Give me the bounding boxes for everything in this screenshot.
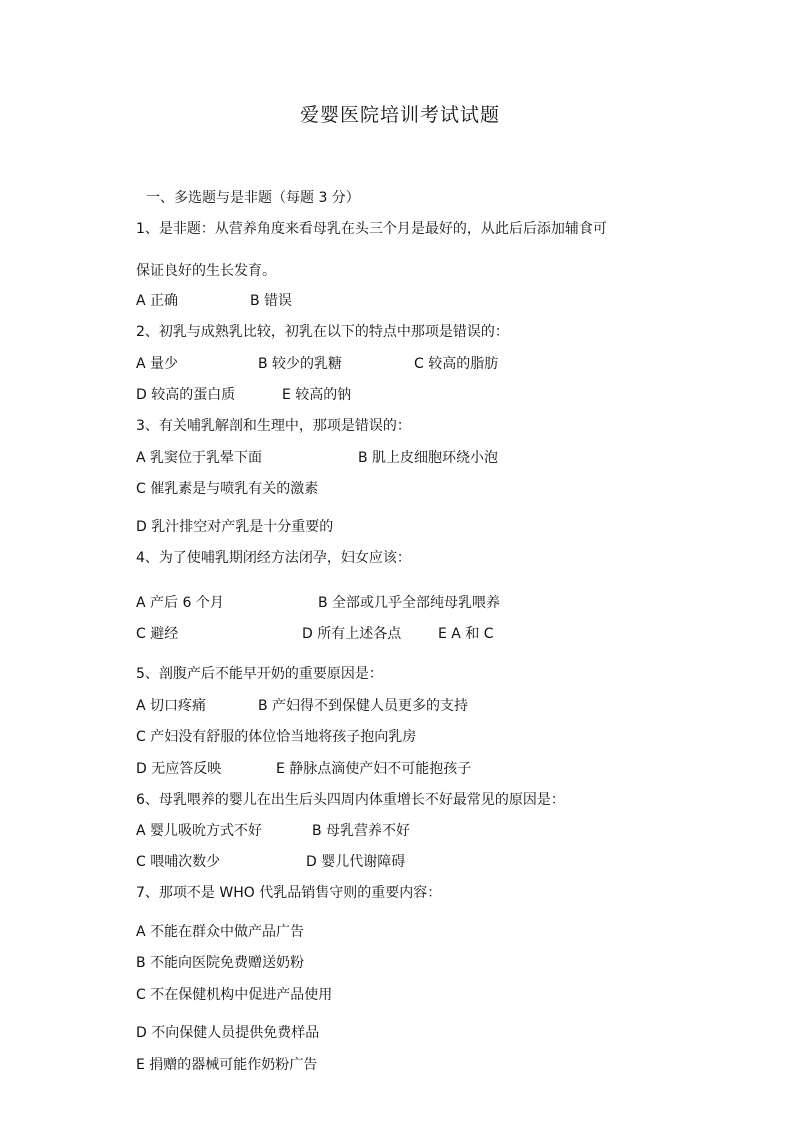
section-heading: 一、多选题与是非题（每题 3 分） [146, 190, 360, 206]
question-7-option-d: D 不向保健人员提供免费样品 [136, 1025, 320, 1041]
question-2-option-e: E 较高的钠 [282, 387, 352, 403]
question-2-option-a: A 量少 [136, 356, 179, 372]
page-title: 爱婴医院培训考试试题 [299, 104, 500, 126]
question-4-option-c: C 避经 [136, 626, 179, 642]
question-6-option-a: A 婴儿吸吮方式不好 [136, 823, 263, 839]
question-7-option-a: A 不能在群众中做产品广告 [136, 924, 305, 940]
question-7-option-b: B 不能向医院免费赠送奶粉 [136, 955, 305, 971]
question-2-option-b: B 较少的乳糖 [258, 356, 343, 372]
question-6-option-b: B 母乳营养不好 [312, 823, 411, 839]
question-7-option-e: E 捐赠的器械可能作奶粉广告 [136, 1057, 318, 1073]
question-1-stem-line-1: 1、是非题：从营养角度来看母乳在头三个月是最好的，从此后后添加辅食可 [136, 221, 607, 237]
question-7-option-c: C 不在保健机构中促进产品使用 [136, 987, 333, 1003]
question-6-option-d: D 婴儿代谢障碍 [306, 854, 406, 870]
question-5-option-e: E 静脉点滴使产妇不可能抱孩子 [276, 761, 472, 777]
question-4-option-d: D 所有上述各点 [302, 626, 402, 642]
question-2-option-c: C 较高的脂肪 [414, 356, 499, 372]
question-5-option-c: C 产妇没有舒服的体位恰当地将孩子抱向乳房 [136, 729, 417, 745]
question-4-option-a: A 产后 6 个月 [136, 595, 224, 611]
question-1-option-a: A 正确 [136, 293, 179, 309]
question-5-option-d: D 无应答反映 [136, 761, 222, 777]
question-4-stem: 4、为了使哺乳期闭经方法闭孕，妇女应该： [136, 550, 411, 566]
question-6-option-c: C 喂哺次数少 [136, 854, 221, 870]
question-5-option-b: B 产妇得不到保健人员更多的支持 [258, 698, 469, 714]
question-5-stem: 5、剖腹产后不能早开奶的重要原因是： [136, 666, 383, 682]
question-2-stem: 2、初乳与成熟乳比较，初乳在以下的特点中那项是错误的： [136, 324, 509, 340]
question-3-option-b: B 肌上皮细胞环绕小泡 [358, 450, 499, 466]
question-1-stem-line-2: 保证良好的生长发育。 [136, 263, 276, 279]
question-3-option-a: A 乳窦位于乳晕下面 [136, 450, 263, 466]
question-4-option-e: E A 和 C [438, 626, 494, 642]
question-3-option-d: D 乳汁排空对产乳是十分重要的 [136, 519, 334, 535]
question-1-option-b: B 错误 [250, 293, 293, 309]
question-3-option-c: C 催乳素是与喷乳有关的激素 [136, 481, 319, 497]
question-5-option-a: A 切口疼痛 [136, 698, 207, 714]
question-6-stem: 6、母乳喂养的婴儿在出生后头四周内体重增长不好最常见的原因是： [136, 792, 565, 808]
question-4-option-b: B 全部或几乎全部纯母乳喂养 [318, 595, 501, 611]
question-7-stem: 7、那项不是 WHO 代乳品销售守则的重要内容： [136, 885, 442, 901]
question-3-stem: 3、有关哺乳解剖和生理中，那项是错误的： [136, 418, 411, 434]
question-2-option-d: D 较高的蛋白质 [136, 387, 236, 403]
